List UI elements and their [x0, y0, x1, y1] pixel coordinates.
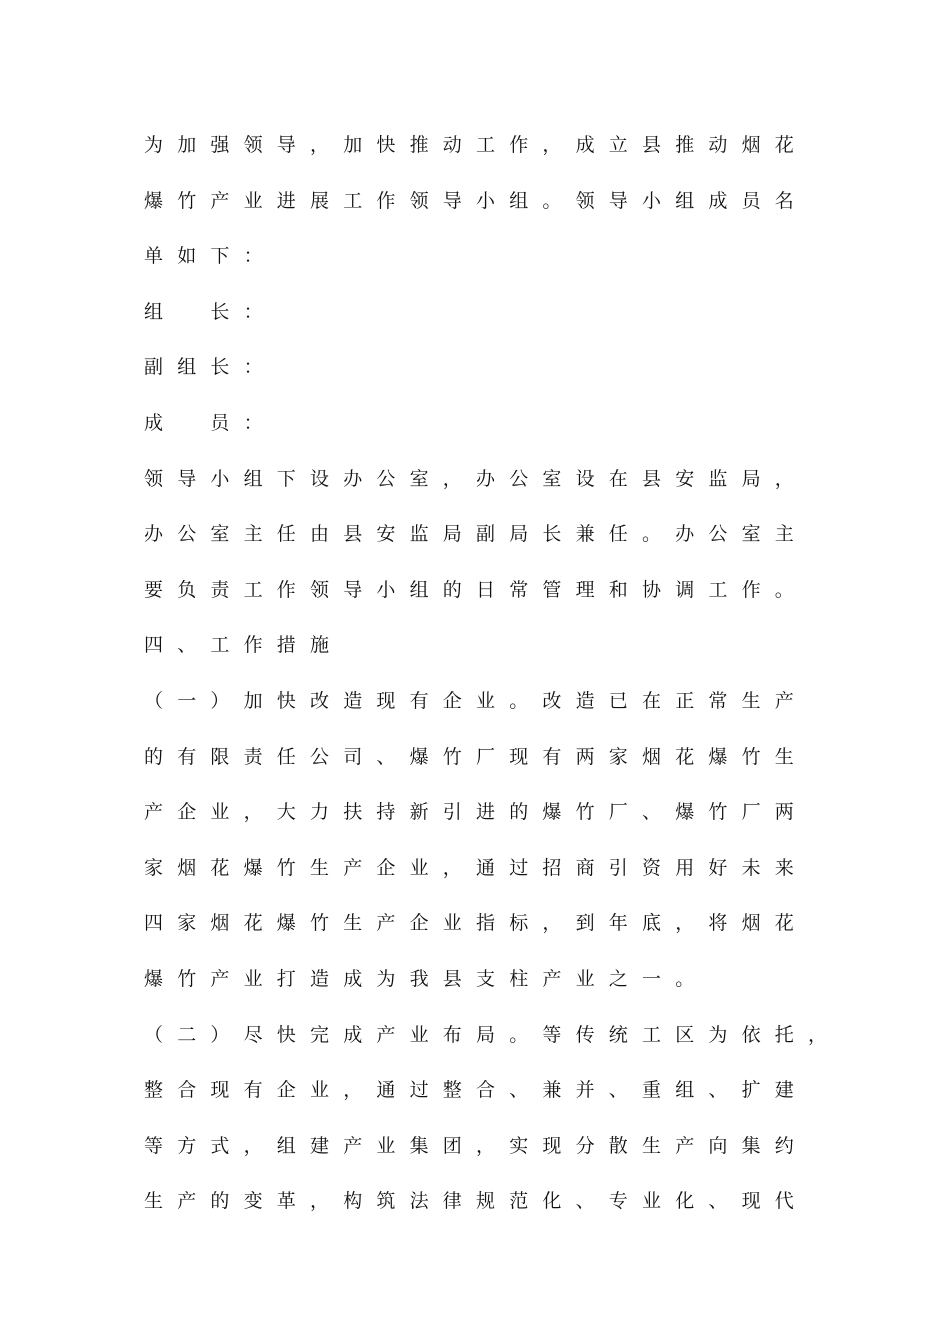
text-line: （二）尽快完成产业布局。等传统工区为依托， — [144, 1023, 842, 1046]
text-line: 爆竹产业打造成为我县支柱产业之一。 — [144, 967, 709, 990]
document-body — [144, 128, 844, 1240]
text-line: 等方式，组建产业集团，实现分散生产向集约 — [144, 1134, 809, 1157]
section-heading: 四、工作措施 — [144, 634, 344, 657]
text-line: （一）加快改造现有企业。改造已在正常生产 — [144, 689, 809, 712]
text-line: 的有限责任公司、爆竹厂现有两家烟花爆竹生 — [144, 745, 809, 768]
text-line: 办公室主任由县安监局副局长兼任。办公室主 — [144, 523, 809, 546]
text-line: 四家烟花爆竹生产企业指标，到年底，将烟花 — [144, 912, 809, 935]
text-line: 家烟花爆竹生产企业，通过招商引资用好未来 — [144, 856, 809, 879]
text-line: 生产的变革，构筑法律规范化、专业化、现代 — [144, 1190, 809, 1213]
text-line: 成 员： — [144, 411, 277, 434]
text-line: 要负责工作领导小组的日常管理和协调工作。 — [144, 578, 809, 601]
text-line: 爆竹产业进展工作领导小组。领导小组成员名 — [144, 189, 809, 212]
text-line: 整合现有企业，通过整合、兼并、重组、扩建 — [144, 1079, 809, 1102]
text-line: 组 长： — [144, 300, 277, 323]
text-line: 产企业，大力扶持新引进的爆竹厂、爆竹厂两 — [144, 801, 809, 824]
text-line: 为加强领导，加快推动工作，成立县推动烟花 — [144, 134, 809, 156]
text-line: 单如下： — [144, 245, 277, 268]
text-line: 副组长： — [144, 356, 277, 379]
text-line: 领导小组下设办公室，办公室设在县安监局， — [144, 467, 809, 490]
